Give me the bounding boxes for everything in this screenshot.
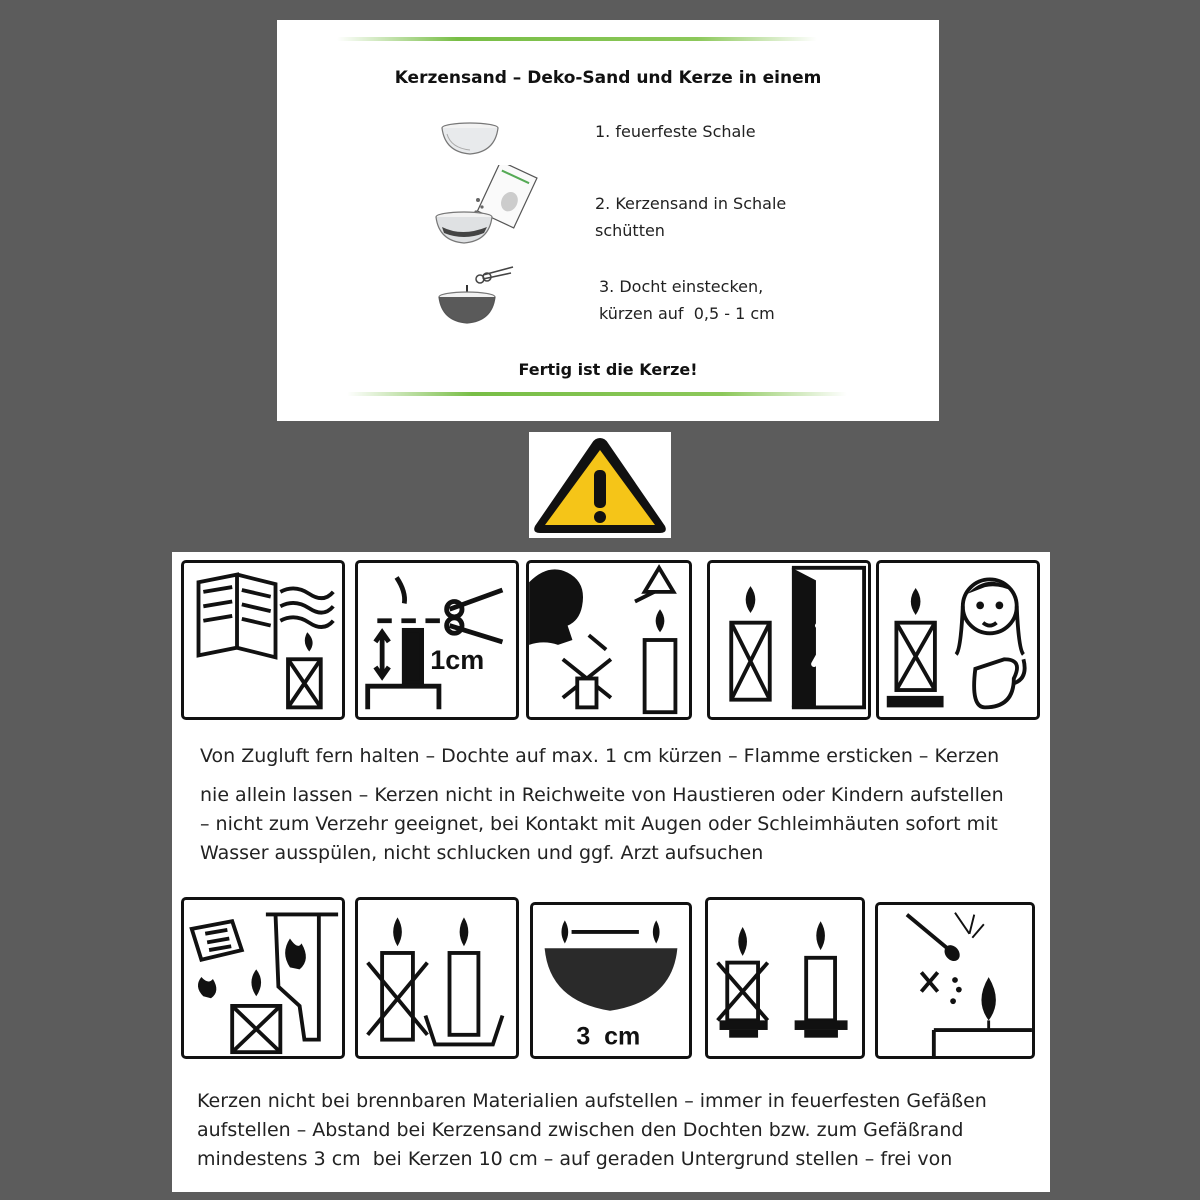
step-3	[599, 273, 839, 327]
distance-label: 3 cm	[576, 1022, 641, 1051]
step-3-line-1: 3. Docht einstecken,	[599, 277, 764, 296]
wick-distance-icon	[530, 902, 692, 1059]
decorative-line-bottom	[347, 392, 847, 396]
safety-text-1-line-3: – nicht zum Verzehr geeignet, bei Kontakt mit Augen oder Schleimhäuten sofort mit	[200, 813, 998, 835]
step-3-line-2: kürzen auf 0,5 - 1 cm	[599, 304, 775, 323]
pour-sand-icon	[432, 165, 542, 245]
safety-text-1	[200, 742, 1030, 868]
safety-text-2	[197, 1087, 1027, 1174]
card-footer: Fertig ist die Kerze!	[518, 360, 698, 379]
fireproof-holder-icon	[355, 897, 519, 1059]
no-matches-icon	[875, 902, 1035, 1059]
glass-bowl-icon	[437, 120, 507, 160]
trim-wick-icon	[355, 560, 519, 720]
trim-label: 1cm	[430, 644, 485, 675]
safety-text-1-line-4: Wasser ausspülen, nicht schlucken und ggf. Arzt aufsuchen	[200, 842, 764, 864]
safety-text-1-line-2: nie allein lassen – Kerzen nicht in Reichweite von Haustieren oder Kindern aufstellen	[200, 784, 1004, 806]
wick-bowl-icon	[435, 265, 525, 325]
safety-text-2-line-2: aufstellen – Abstand bei Kerzensand zwischen den Dochten bzw. zum Gefäßrand	[197, 1119, 964, 1141]
step-2-line-2: schütten	[595, 221, 665, 240]
card-title: Kerzensand – Deko-Sand und Kerze in einem	[394, 68, 822, 88]
extinguish-flame-icon	[526, 560, 692, 720]
warning-triangle-icon	[529, 432, 671, 538]
safety-text-2-line-3: mindestens 3 cm bei Kerzen 10 cm – auf geraden Untergrund stellen – frei von	[197, 1148, 953, 1170]
draft-icon	[181, 560, 345, 720]
flammable-materials-icon	[181, 897, 345, 1059]
unattended-candle-icon	[707, 560, 871, 720]
safety-panel	[172, 552, 1050, 1192]
step-1-line-1: 1. feuerfeste Schale	[595, 122, 756, 141]
step-1	[595, 118, 756, 145]
warning-sign	[529, 432, 671, 538]
step-2-line-1: 2. Kerzensand in Schale	[595, 194, 787, 213]
level-surface-icon	[705, 897, 865, 1059]
safety-text-1-line-1: Von Zugluft fern halten – Dochte auf max. 1 cm kürzen – Flamme ersticken – Kerzen	[200, 745, 1000, 767]
safety-text-2-line-1: Kerzen nicht bei brennbaren Materialien aufstellen – immer in feuerfesten Gefäßen	[197, 1090, 987, 1112]
decorative-line-top	[337, 37, 817, 41]
instruction-card	[277, 20, 939, 421]
children-pets-icon	[876, 560, 1040, 720]
step-2	[595, 190, 835, 244]
